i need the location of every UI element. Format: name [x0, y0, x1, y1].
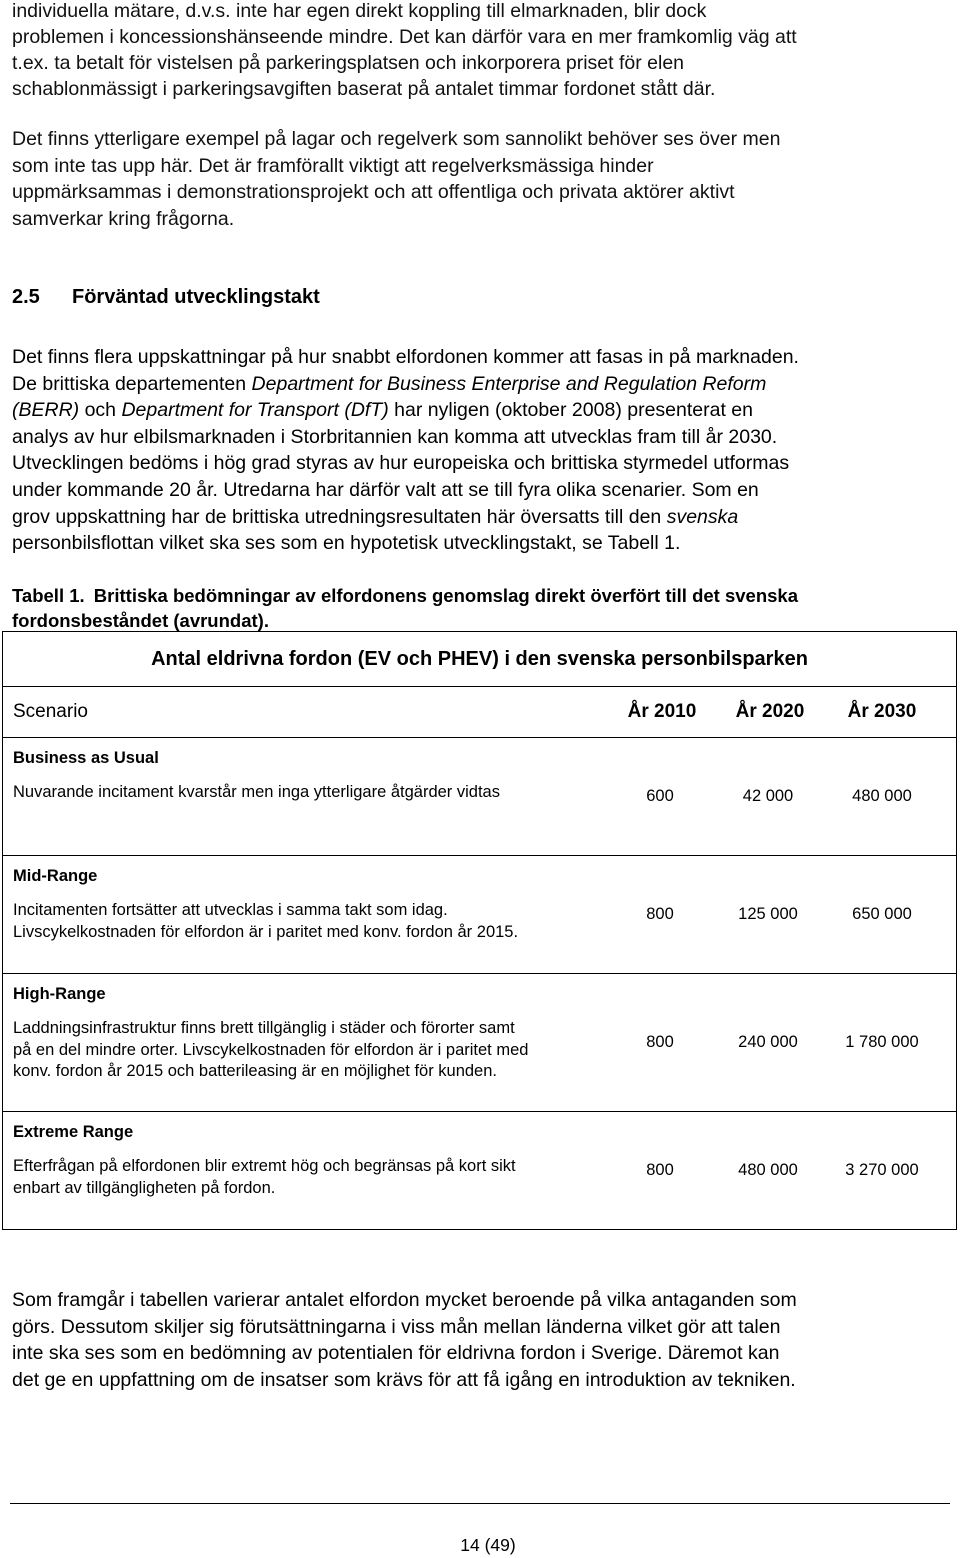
text-line: Som framgår i tabellen varierar antalet elfordon mycket beroende på vilka antaganden som — [12, 1289, 797, 1311]
text-line — [12, 371, 954, 398]
italic-span: (BERR) — [12, 399, 80, 422]
italic-span: Department for Business Enterprise and Regulation Reform — [251, 372, 767, 395]
description-line: på en del mindre orter. Livscykelkostnaden för elfordon är i paritet med — [13, 1040, 529, 1059]
values-cell — [578, 738, 957, 856]
text-span: De brittiska departementen — [12, 372, 252, 395]
value-2030: 480 000 — [852, 787, 912, 805]
table-row — [3, 738, 957, 856]
text-line: t.ex. ta betalt för vistelsen på parkeringsplatsen och inkorporera priset för elen — [12, 52, 685, 74]
paragraph-conclusion — [12, 1287, 952, 1393]
caption-line — [12, 583, 952, 608]
description-line: Nuvarande incitament kvarstår men inga ytterligare åtgärder vidtas — [13, 783, 500, 801]
footer-divider — [10, 1503, 950, 1504]
header-scenario: Scenario — [3, 687, 579, 738]
scenario-cell — [3, 1112, 579, 1230]
text-line: inte ska ses som en bedömning av potentialen för eldrivna fordon i Sverige. Däremot kan — [12, 1342, 780, 1365]
text-line: uppmärksammas i demonstrationsprojekt och att offentliga och privata aktörer aktivt — [12, 181, 735, 203]
table-header-row — [3, 687, 957, 738]
scenario-cell — [3, 856, 579, 974]
italic-span: Department for Transport (DfT) — [121, 399, 389, 422]
text-line: det ge en uppfattning om de insatser som krävs för att få igång en introduktion av tekniken. — [12, 1368, 796, 1391]
values-cell — [578, 1112, 957, 1230]
text-line: Det finns ytterligare exempel på lagar och regelverk som sannolikt behöver ses över men — [12, 128, 781, 150]
description-line: Incitamenten fortsätter att utvecklas i samma takt som idag. — [13, 901, 448, 919]
value-2020: 125 000 — [738, 905, 798, 923]
table-row — [3, 1112, 957, 1230]
section-title: Förväntad utvecklingstakt — [72, 286, 320, 308]
value-2010: 800 — [646, 905, 674, 923]
italic-span: svenska — [666, 505, 739, 528]
text-span: och — [79, 399, 122, 422]
text-line: Det finns flera uppskattningar på hur snabbt elfordonen kommer att fasas in på marknaden. — [12, 346, 799, 368]
table-row — [3, 974, 957, 1112]
value-2030: 3 270 000 — [845, 1161, 919, 1179]
text-line: Utvecklingen bedöms i hög grad styras av hur europeiska och brittiska styrmedel utformas — [12, 452, 790, 475]
description-line: konv. fordon år 2015 och batterileasing är en möjlighet för kunden. — [13, 1062, 497, 1080]
text-line: analys av hur elbilsmarknaden i Storbritannien kan komma att utvecklas fram till år 2030. — [12, 425, 778, 448]
scenario-description — [13, 900, 568, 943]
scenario-name: Extreme Range — [13, 1123, 134, 1141]
value-2020: 42 000 — [742, 787, 794, 805]
paragraph-regulations — [12, 126, 952, 232]
text-line — [12, 397, 954, 424]
scenario-cell — [3, 738, 579, 856]
page-number: 14 (49) — [460, 1535, 516, 1555]
table-row — [3, 856, 957, 974]
text-line: samverkar kring frågorna. — [12, 207, 235, 230]
value-2010: 600 — [646, 787, 674, 805]
scenario-cell — [3, 974, 579, 1112]
value-2020: 240 000 — [738, 1033, 798, 1051]
text-line: under kommande 20 år. Utredarna har därför valt att se till fyra olika scenarier. Som en — [12, 478, 759, 501]
description-line: Laddningsinfrastruktur finns brett tillgänglig i städer och förorter samt — [13, 1019, 515, 1037]
header-year-2010: År 2010 — [627, 701, 697, 722]
scenario-name: High-Range — [13, 985, 106, 1003]
table-caption — [12, 583, 952, 633]
section-heading — [12, 283, 952, 311]
caption-line: fordonsbeståndet (avrundat). — [12, 610, 269, 631]
text-span: har nyligen (oktober 2008) presenterat en — [388, 399, 753, 422]
header-years — [578, 687, 957, 738]
value-2030: 650 000 — [852, 905, 912, 923]
value-2020: 480 000 — [738, 1161, 798, 1179]
paragraph-parking — [12, 0, 952, 102]
scenario-description — [13, 1156, 568, 1199]
description-line: enbart av tillgängligheten på fordon. — [13, 1178, 276, 1197]
values-cell — [578, 974, 957, 1112]
header-year-2020: År 2020 — [735, 701, 805, 722]
scenario-name: Mid-Range — [13, 867, 98, 885]
text-line: personbilsflottan vilket ska ses som en hypotetisk utvecklingstakt, se Tabell 1. — [12, 532, 681, 555]
header-year-2030: År 2030 — [847, 701, 917, 722]
description-line: Livscykelkostnaden för elfordon är i paritet med konv. fordon år 2015. — [13, 922, 519, 941]
text-line: individuella mätare, d.v.s. inte har egen direkt koppling till elmarknaden, blir dock — [12, 0, 707, 22]
scenario-description — [13, 782, 568, 804]
caption-text: Brittiska bedömningar av elfordonens genomslag direkt överfört till det svenska — [93, 585, 798, 606]
text-line — [12, 504, 954, 531]
values-cell — [578, 856, 957, 974]
section-number: 2.5 — [12, 286, 40, 308]
paragraph-uk-estimates — [12, 344, 954, 557]
scenario-description — [13, 1018, 568, 1083]
scenario-name: Business as Usual — [13, 749, 159, 767]
value-2010: 800 — [646, 1033, 674, 1051]
caption-label: Tabell 1. — [12, 585, 85, 606]
text-line: görs. Dessutom skiljer sig förutsättningarna i viss mån mellan länderna vilket gör att talen — [12, 1315, 781, 1338]
text-span: grov uppskattning har de brittiska utredningsresultaten här översatts till den — [12, 505, 667, 528]
scenario-table — [2, 631, 957, 1230]
text-line: schablonmässigt i parkeringsavgiften baserat på antalet timmar fordonet stått där. — [12, 78, 716, 100]
text-line: som inte tas upp här. Det är framförallt viktigt att regelverksmässiga hinder — [12, 154, 654, 177]
text-line: problemen i koncessionshänseende mindre. Det kan därför vara en mer framkomlig väg att — [12, 26, 797, 48]
value-2030: 1 780 000 — [845, 1033, 919, 1051]
table-title: Antal eldrivna fordon (EV och PHEV) i den svenska personbilsparken — [3, 632, 957, 687]
value-2010: 800 — [646, 1161, 674, 1179]
description-line: Efterfrågan på elfordonen blir extremt hög och begränsas på kort sikt — [13, 1157, 516, 1175]
